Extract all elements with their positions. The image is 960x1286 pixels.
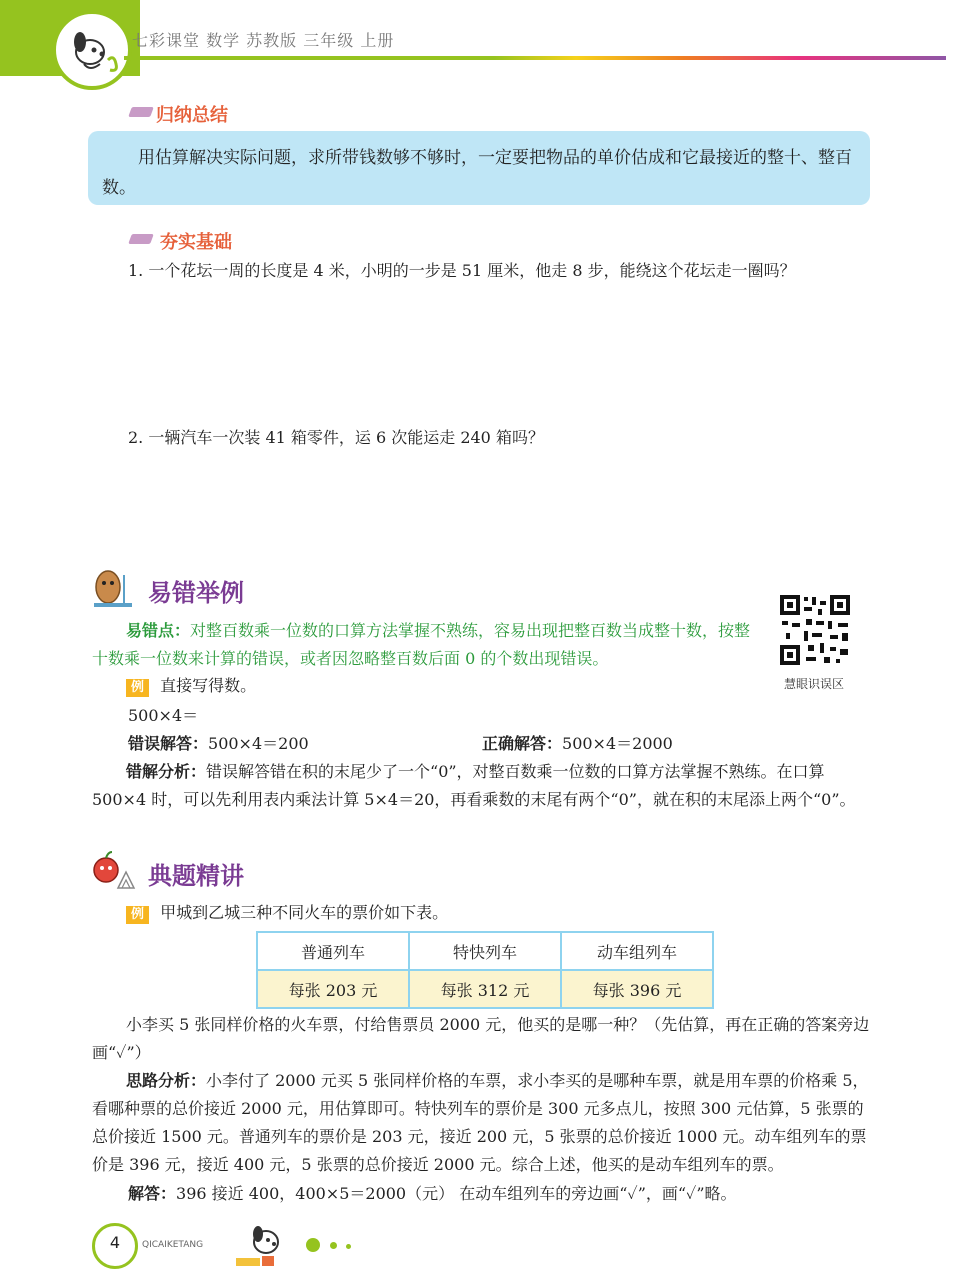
thinking-text: 小李付了 2000 元买 5 张同样价格的车票，求小李买的是哪种车票，就是用车票的价格乘 5，看哪种票的总价接近 2000 元，用估算即可。特快列车的票价是 300 元多点儿，按照 300 元估算，5 张票的总价接近 1500 元。普通列车的票价是 203 元，接近 200 元，5 张票的总价接近 1000 元。动车组列车的票价是 396 元，接近 400 元，5 张票的总价接近 2000 元。综合上述，他买的是动车组列车的票。 bbox=[92, 1071, 869, 1174]
header-series-title: 七彩课堂 数学 苏教版 三年级 上册 bbox=[132, 31, 395, 50]
footer-dot bbox=[330, 1242, 337, 1249]
summary-heading: 归纳总结 bbox=[156, 105, 228, 126]
error-point-label: 易错点： bbox=[126, 621, 191, 640]
error-point-text: 对整百数乘一位数的口算方法掌握不熟练，容易出现把整百数当成整十数，按整十数乘一位数来计算的错误，或者因忽略整百数后面 0 的个数出现错误。 bbox=[92, 621, 751, 668]
errors-heading: 易错举例 bbox=[148, 579, 244, 607]
summary-text: 用估算解决实际问题，求所带钱数够不够时，一定要把物品的单价估成和它最接近的整十、整百数。 bbox=[102, 148, 852, 198]
classic-question: 小李买 5 张同样价格的火车票，付给售票员 2000 元，他买的是哪一种？（先估算，再在正确的答案旁边画“✓”） bbox=[92, 1015, 870, 1062]
footer-dot bbox=[306, 1238, 320, 1252]
table-cell: 每张 203 元 bbox=[257, 970, 409, 1008]
page-number: 4 bbox=[109, 1233, 121, 1252]
answer-label: 解答： bbox=[128, 1184, 177, 1203]
potato-mascot-icon bbox=[90, 565, 136, 611]
table-cell: 每张 312 元 bbox=[409, 970, 561, 1008]
thinking-label: 思路分析： bbox=[126, 1071, 207, 1090]
answer bbox=[128, 1180, 872, 1208]
right-answer bbox=[482, 730, 673, 758]
header-rainbow-line bbox=[124, 56, 946, 60]
ticket-price-table bbox=[256, 931, 714, 1009]
example-badge: 例 bbox=[126, 679, 149, 697]
table-cell: 每张 396 元 bbox=[561, 970, 713, 1008]
footer-mascot-icon bbox=[232, 1222, 288, 1270]
basics-heading: 夯实基础 bbox=[160, 232, 232, 253]
footer-dot bbox=[346, 1244, 351, 1249]
footer-brand: QICAIKETANG bbox=[142, 1240, 204, 1250]
pencil-icon bbox=[128, 234, 154, 244]
table-header-cell: 特快列车 bbox=[409, 932, 561, 970]
apple-mascot-icon bbox=[90, 850, 136, 892]
table-header-row bbox=[257, 932, 713, 970]
error-example-text: 直接写得数。 bbox=[160, 676, 257, 695]
table-header-cell: 动车组列车 bbox=[561, 932, 713, 970]
qr-code-icon[interactable] bbox=[778, 593, 852, 667]
classic-example-line bbox=[126, 899, 448, 927]
right-answer-label: 正确解答： bbox=[482, 734, 563, 753]
thinking-analysis bbox=[92, 1067, 872, 1179]
answer-text: 396 接近 400，400×5＝2000（元） 在动车组列车的旁边画“✓”，画“✓”略。 bbox=[176, 1184, 737, 1203]
question-2: 2. 一辆汽车一次装 41 箱零件，运 6 次能运走 240 箱吗？ bbox=[128, 428, 544, 447]
table-row bbox=[257, 970, 713, 1008]
error-analysis-text: 错误解答错在积的末尾少了一个“0”，对整百数乘一位数的口算方法掌握不熟练。在口算 500×4 时，可以先利用表内乘法计算 5×4＝20，再看乘数的末尾有两个“0”，就在积的末尾添上两个“0”。 bbox=[92, 762, 856, 809]
wrong-answer bbox=[128, 730, 309, 758]
error-point bbox=[92, 617, 764, 673]
error-example-line bbox=[126, 672, 256, 700]
question-1: 1. 一个花坛一周的长度是 4 米，小明的一步是 51 厘米，他走 8 步，能绕这个花坛走一圈吗？ bbox=[128, 261, 796, 280]
error-analysis bbox=[92, 758, 872, 814]
error-expression: 500×4＝ bbox=[128, 706, 199, 725]
right-answer-text: 500×4＝2000 bbox=[562, 734, 673, 753]
mascot-icon bbox=[52, 10, 132, 90]
pencil-icon bbox=[128, 107, 154, 117]
example-badge: 例 bbox=[126, 906, 149, 924]
classic-heading: 典题精讲 bbox=[148, 862, 244, 890]
qr-label: 慧眼识误区 bbox=[784, 677, 845, 691]
wrong-answer-text: 500×4＝200 bbox=[208, 734, 309, 753]
table-header-cell: 普通列车 bbox=[257, 932, 409, 970]
error-analysis-label: 错解分析： bbox=[126, 762, 207, 781]
wrong-answer-label: 错误解答： bbox=[128, 734, 209, 753]
classic-example-text: 甲城到乙城三种不同火车的票价如下表。 bbox=[160, 903, 449, 922]
